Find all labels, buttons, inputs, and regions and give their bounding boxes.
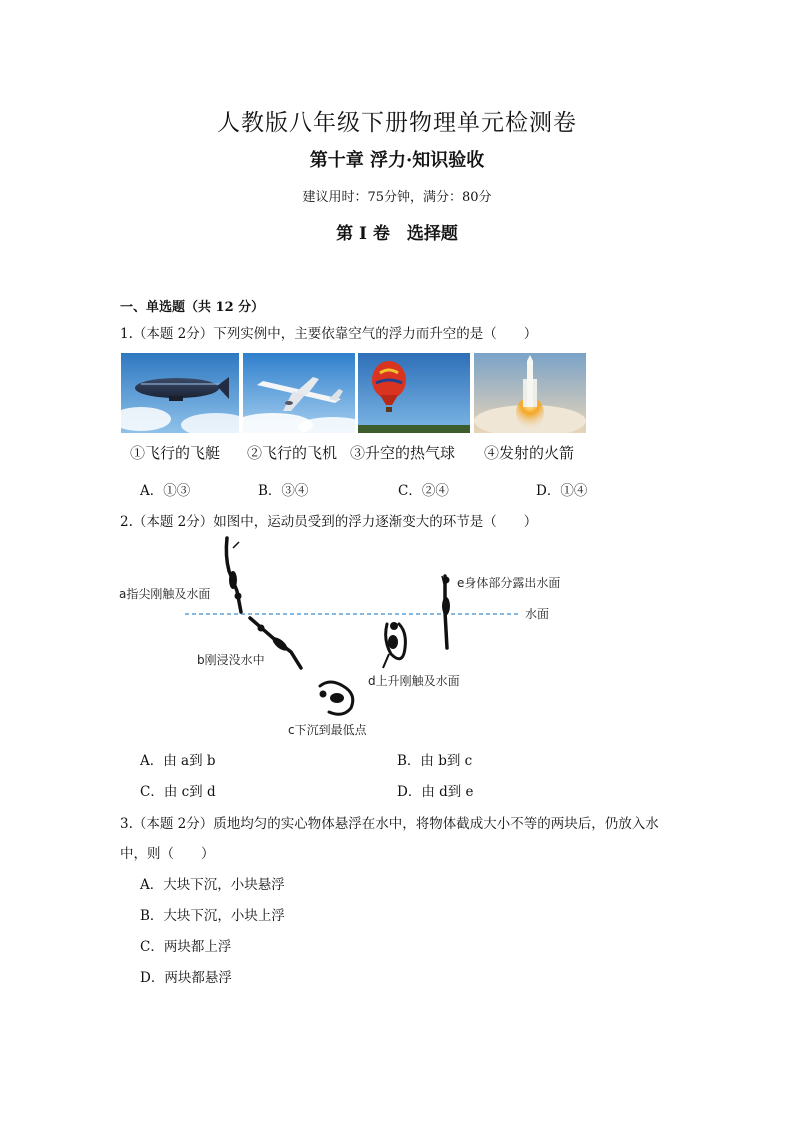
question-3-stem-line1: 3.（本题 2分）质地均匀的实心物体悬浮在水中，将物体截成大小不等的两块后，仍放入水: [120, 816, 659, 832]
question-3-option-b[interactable]: B．大块下沉，小块上浮: [140, 908, 285, 924]
diver-d: [383, 622, 405, 668]
question-3-option-d[interactable]: D．两块都悬浮: [140, 970, 232, 986]
question-3-option-c[interactable]: C．两块都上浮: [140, 939, 232, 955]
chapter-title: 第十章 浮力·知识验收: [309, 150, 485, 171]
question-2-option-c[interactable]: C．由 c到 d: [140, 784, 216, 800]
question-1-option-b[interactable]: B．③④: [258, 483, 309, 499]
diving-diagram: [115, 536, 585, 741]
label-e: e身体部分露出水面: [457, 576, 561, 590]
rocket-photo: [474, 353, 586, 433]
section-title: 一、单选题（共 12 分）: [120, 300, 265, 315]
label-d: d上升刚触及水面: [368, 674, 460, 688]
airplane-photo: [243, 353, 355, 433]
hot-air-balloon-photo: [358, 353, 470, 433]
question-1-option-d[interactable]: D．①④: [536, 483, 588, 499]
volume-title: 第 I 卷 选择题: [336, 224, 458, 244]
question-2-stem: 2.（本题 2分）如图中，运动员受到的浮力逐渐变大的环节是（ ）: [120, 514, 538, 530]
page-title: 人教版八年级下册物理单元检测卷: [217, 110, 577, 136]
caption-airship: ①飞行的飞艇: [130, 444, 221, 462]
question-2-option-b[interactable]: B．由 b到 c: [397, 753, 473, 769]
question-1-option-c[interactable]: C．②④: [398, 483, 449, 499]
question-2-option-d[interactable]: D．由 d到 e: [397, 784, 474, 800]
diver-c: [320, 682, 353, 714]
label-water-surface: 水面: [525, 607, 550, 621]
question-1-stem: 1.（本题 2分）下列实例中，主要依靠空气的浮力而升空的是（ ）: [120, 326, 538, 342]
exam-info: 建议用时：75分钟，满分：80分: [302, 190, 492, 205]
airship-photo: [121, 353, 239, 433]
diver-e: [442, 576, 450, 648]
question-1-option-a[interactable]: A．①③: [140, 483, 191, 499]
question-3-option-a[interactable]: A．大块下沉，小块悬浮: [140, 877, 285, 893]
label-c: c下沉到最低点: [288, 723, 367, 737]
label-b: b刚浸没水中: [197, 653, 265, 667]
question-2-option-a[interactable]: A．由 a到 b: [140, 753, 216, 769]
caption-rocket: ④发射的火箭: [484, 444, 575, 462]
caption-hot-air-balloon: ③升空的热气球: [350, 444, 456, 462]
question-3-stem-line2: 中，则（ ）: [120, 846, 215, 862]
diver-a: [226, 538, 241, 612]
label-a: a指尖刚触及水面: [119, 587, 211, 601]
caption-airplane: ②飞行的飞机: [247, 444, 338, 462]
